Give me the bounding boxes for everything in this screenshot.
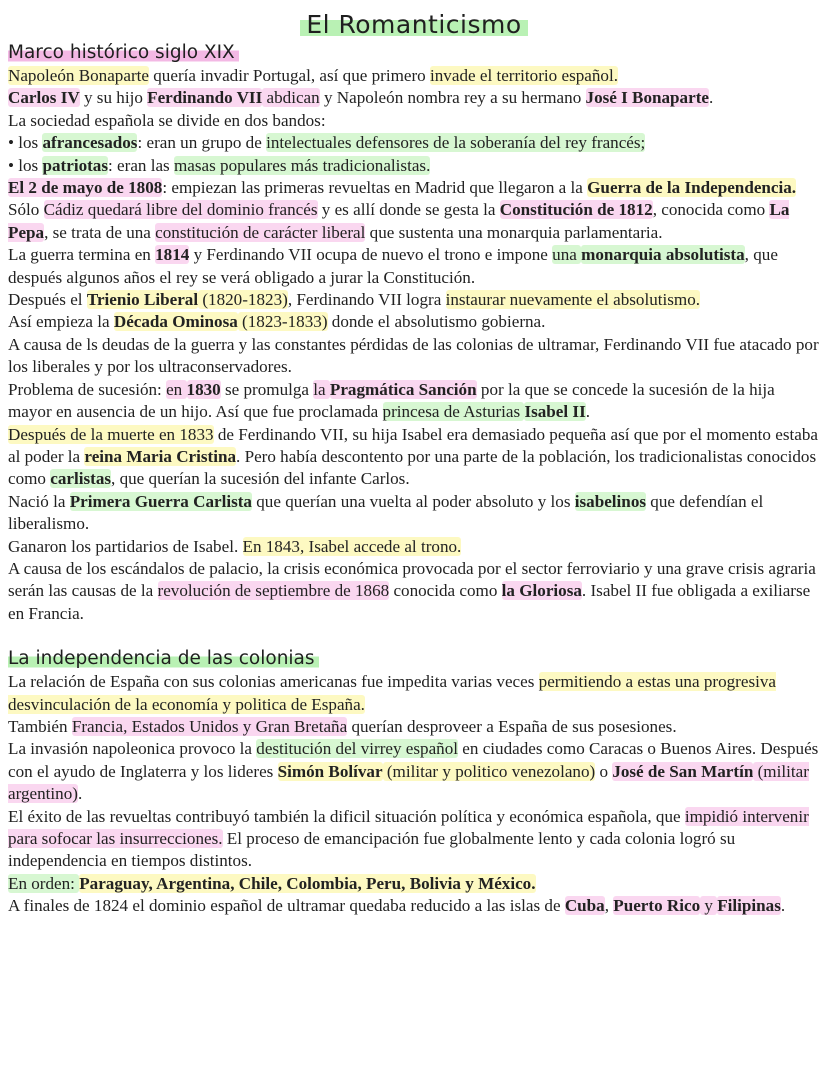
text-run: de Ferdinando VII, su hija Isabel era demasiado pequeña así que por el momento estaba al poder la xyxy=(8,424,818,466)
highlighted-text: Constitución de 1812 xyxy=(499,200,653,220)
highlighted-text: masas populares más tradicionalistas. xyxy=(174,155,431,175)
paragraph xyxy=(8,311,820,333)
paragraph xyxy=(8,155,820,177)
text-run: También xyxy=(8,716,72,736)
highlighted-text: en xyxy=(166,379,187,399)
text-run: en ciudades como Caracas o Buenos Aires. Después con el ayudo de Inglaterra y los lideres xyxy=(8,739,819,781)
highlighted-text: Pragmática Sanción xyxy=(329,379,477,399)
highlighted-text: Después de la muerte en 1833 xyxy=(8,424,214,444)
text-run: A finales de 1824 el dominio español de ultramar quedaba reducido a las islas de xyxy=(8,896,565,916)
text-run: Problema de sucesión: xyxy=(8,379,167,399)
highlighted-text: revolución de septiembre de 1868 xyxy=(157,581,390,601)
text-run: y Ferdinando VII ocupa de nuevo el trono e impone xyxy=(189,245,553,265)
highlighted-text: Paraguay, Argentina, Chile, Colombia, Peru, Bolivia y México. xyxy=(79,873,536,893)
highlighted-text: princesa de Asturias xyxy=(382,402,525,422)
highlighted-text: reina Maria Cristina xyxy=(84,446,237,466)
paragraph xyxy=(8,671,820,716)
highlighted-text: (militar y politico venezolano) xyxy=(382,761,596,781)
text-run: que defendían el liberalismo. xyxy=(8,491,764,534)
section-heading-independencia: La independencia de las colonias xyxy=(8,647,820,671)
highlighted-text: invade el territorio español. xyxy=(430,66,618,85)
section-marco-historico xyxy=(8,41,820,625)
paragraph xyxy=(8,177,820,199)
section-body-marco xyxy=(8,65,820,625)
text-run: El proceso de emancipación fue globalmente lento y cada colonia logró su independencia en tiempos distintos. xyxy=(8,829,736,871)
highlighted-text: una xyxy=(552,245,582,265)
highlighted-text: José de San Martín xyxy=(612,761,754,781)
highlighted-text: Carlos IV xyxy=(8,88,80,108)
highlighted-text: Trienio Liberal xyxy=(86,290,199,310)
paragraph xyxy=(8,244,820,289)
text-run: , se trata de una xyxy=(44,222,156,242)
text-run: . xyxy=(780,896,786,916)
text-run: El éxito de las revueltas contribuyó también la dificil situación política y económica española, que xyxy=(8,806,685,826)
text-run: La invasión napoleonica provoco la xyxy=(8,739,257,759)
highlighted-text: la Gloriosa xyxy=(501,581,582,601)
highlighted-text: destitución del virrey español xyxy=(256,739,459,759)
paragraph xyxy=(8,895,820,917)
text-run: y su hijo xyxy=(79,88,148,108)
highlighted-text: En orden: xyxy=(8,873,80,893)
highlighted-text: (militar argentino) xyxy=(8,761,809,804)
text-run: La sociedad española se divide en dos bandos: xyxy=(8,110,326,130)
highlighted-text: instaurar nuevamente el absolutismo. xyxy=(445,290,701,310)
highlighted-text: Guerra de la Independencia. xyxy=(587,178,797,198)
highlighted-text: intelectuales defensores de la soberanía del rey francés; xyxy=(266,133,646,153)
paragraph xyxy=(8,379,820,424)
section-independencia xyxy=(8,647,820,917)
text-run: y es allí donde se gesta la xyxy=(317,200,500,220)
highlighted-text: isabelinos xyxy=(574,491,647,511)
text-run: que sustenta una monarquia parlamentaria. xyxy=(365,222,663,242)
highlighted-text: Francia, Estados Unidos y Gran Bretaña xyxy=(71,716,348,736)
text-run: . Pero había descontento por una parte de la población, los tradicionalistas conocidos como xyxy=(8,446,817,489)
text-run: • los xyxy=(8,133,43,153)
paragraph xyxy=(8,65,820,87)
text-run: : eran las xyxy=(108,155,174,175)
highlighted-text: La Pepa xyxy=(8,200,790,242)
text-run: . xyxy=(585,402,591,422)
paragraph xyxy=(8,289,820,311)
text-run: y Napoleón nombra rey a su hermano xyxy=(319,88,586,108)
text-run: querían desproveer a España de sus posesiones. xyxy=(347,716,677,736)
page-title: El Romanticismo xyxy=(300,10,527,39)
text-run: Después el xyxy=(8,290,87,310)
highlighted-text: Napoleón Bonaparte xyxy=(8,66,149,85)
highlighted-text: Isabel II xyxy=(524,402,586,422)
text-run: que querían una vuelta al poder absoluto y los xyxy=(251,491,575,511)
highlighted-text: Filipinas xyxy=(717,896,781,916)
highlighted-text: Puerto Rico xyxy=(613,896,701,916)
text-run: o xyxy=(595,761,613,781)
section-gap xyxy=(8,625,820,647)
highlighted-text: Década Ominosa xyxy=(113,312,238,332)
paragraph xyxy=(8,110,820,132)
highlighted-text: constitución de carácter liberal xyxy=(155,222,366,242)
paragraph xyxy=(8,806,820,873)
paragraph xyxy=(8,87,820,109)
highlighted-text: Primera Guerra Carlista xyxy=(69,491,252,511)
highlighted-text: la xyxy=(313,379,330,399)
highlighted-text: Cuba xyxy=(564,896,605,916)
highlighted-text: abdican xyxy=(262,88,320,108)
text-run: conocida como xyxy=(389,581,502,601)
paragraph xyxy=(8,424,820,491)
text-run: La relación de España con sus colonias americanas fue impedita varias veces xyxy=(8,672,539,692)
highlighted-text: José I Bonaparte xyxy=(585,88,709,108)
paragraph xyxy=(8,873,820,895)
text-run: . xyxy=(77,784,83,804)
paragraph xyxy=(8,738,820,805)
text-run: , que después algunos años el rey se verá obligado a jurar la Constitución. xyxy=(8,245,778,287)
text-run: , que querían la sucesión del infante Carlos. xyxy=(111,469,410,489)
text-run: quería invadir Portugal, así que primero xyxy=(148,66,431,85)
text-run: , conocida como xyxy=(652,200,770,220)
paragraph xyxy=(8,716,820,738)
text-run: . xyxy=(708,88,714,108)
text-run: • los xyxy=(8,155,43,175)
highlighted-text: afrancesados xyxy=(42,133,138,153)
text-run: , Ferdinando VII logra xyxy=(287,290,446,310)
text-run: por la que se concede la sucesión de la hija mayor en ausencia de un hijo. Así que fue proclamada xyxy=(8,379,775,422)
text-run: : empiezan las primeras revueltas en Madrid que llegaron a la xyxy=(162,178,588,198)
highlighted-text: impidió intervenir para sofocar las insurrecciones. xyxy=(8,806,809,848)
text-run: Sólo xyxy=(8,200,44,220)
highlighted-text: carlistas xyxy=(50,469,112,489)
text-run: A causa de ls deudas de la guerra y las constantes pérdidas de las colonias de ultramar, Ferdinando VII fue atacado por los liberales y por los ultraconservadores. xyxy=(8,334,819,377)
text-run: se promulga xyxy=(220,379,314,399)
highlighted-text: (1820-1823) xyxy=(198,290,288,310)
highlighted-text: monarquia absolutista xyxy=(581,245,745,265)
text-run: donde el absolutismo gobierna. xyxy=(327,312,546,332)
paragraph xyxy=(8,132,820,154)
highlighted-text: En 1843, Isabel accede al trono. xyxy=(242,536,462,556)
text-run: Ganaron los partidarios de Isabel. xyxy=(8,536,243,556)
page-title-wrap xyxy=(8,10,820,39)
text-run: La guerra termina en xyxy=(8,245,156,265)
highlighted-text: Ferdinando VII xyxy=(147,88,263,108)
text-run: . Isabel II fue obligada a exiliarse en Francia. xyxy=(8,581,811,623)
paragraph xyxy=(8,536,820,558)
text-run: A causa de los escándalos de palacio, la crisis económica provocada por el sector ferroviario y una grave crisis agraria serán las causas de la xyxy=(8,558,816,601)
highlighted-text: 1814 xyxy=(155,245,190,265)
highlighted-text: permitiendo a estas una progresiva desvinculación de la economía y politica de España. xyxy=(8,672,776,714)
paragraph xyxy=(8,558,820,625)
paragraph xyxy=(8,199,820,244)
highlighted-text: Cádiz quedará libre del dominio francés xyxy=(43,200,318,220)
text-run: Nació la xyxy=(8,491,70,511)
highlighted-text: patriotas xyxy=(42,155,109,175)
highlighted-text: (1823-1833) xyxy=(237,312,328,332)
text-run: Así empieza la xyxy=(8,312,114,332)
highlighted-text: y xyxy=(700,896,718,916)
paragraph xyxy=(8,491,820,536)
text-run: : eran un grupo de xyxy=(137,133,267,153)
text-run: , xyxy=(604,896,614,916)
section-heading-marco: Marco histórico siglo XIX xyxy=(8,41,820,65)
paragraph xyxy=(8,334,820,379)
section-body-independencia xyxy=(8,671,820,917)
highlighted-text: Simón Bolívar xyxy=(277,761,383,781)
highlighted-text: El 2 de mayo de 1808 xyxy=(8,178,163,198)
highlighted-text: 1830 xyxy=(186,379,221,399)
